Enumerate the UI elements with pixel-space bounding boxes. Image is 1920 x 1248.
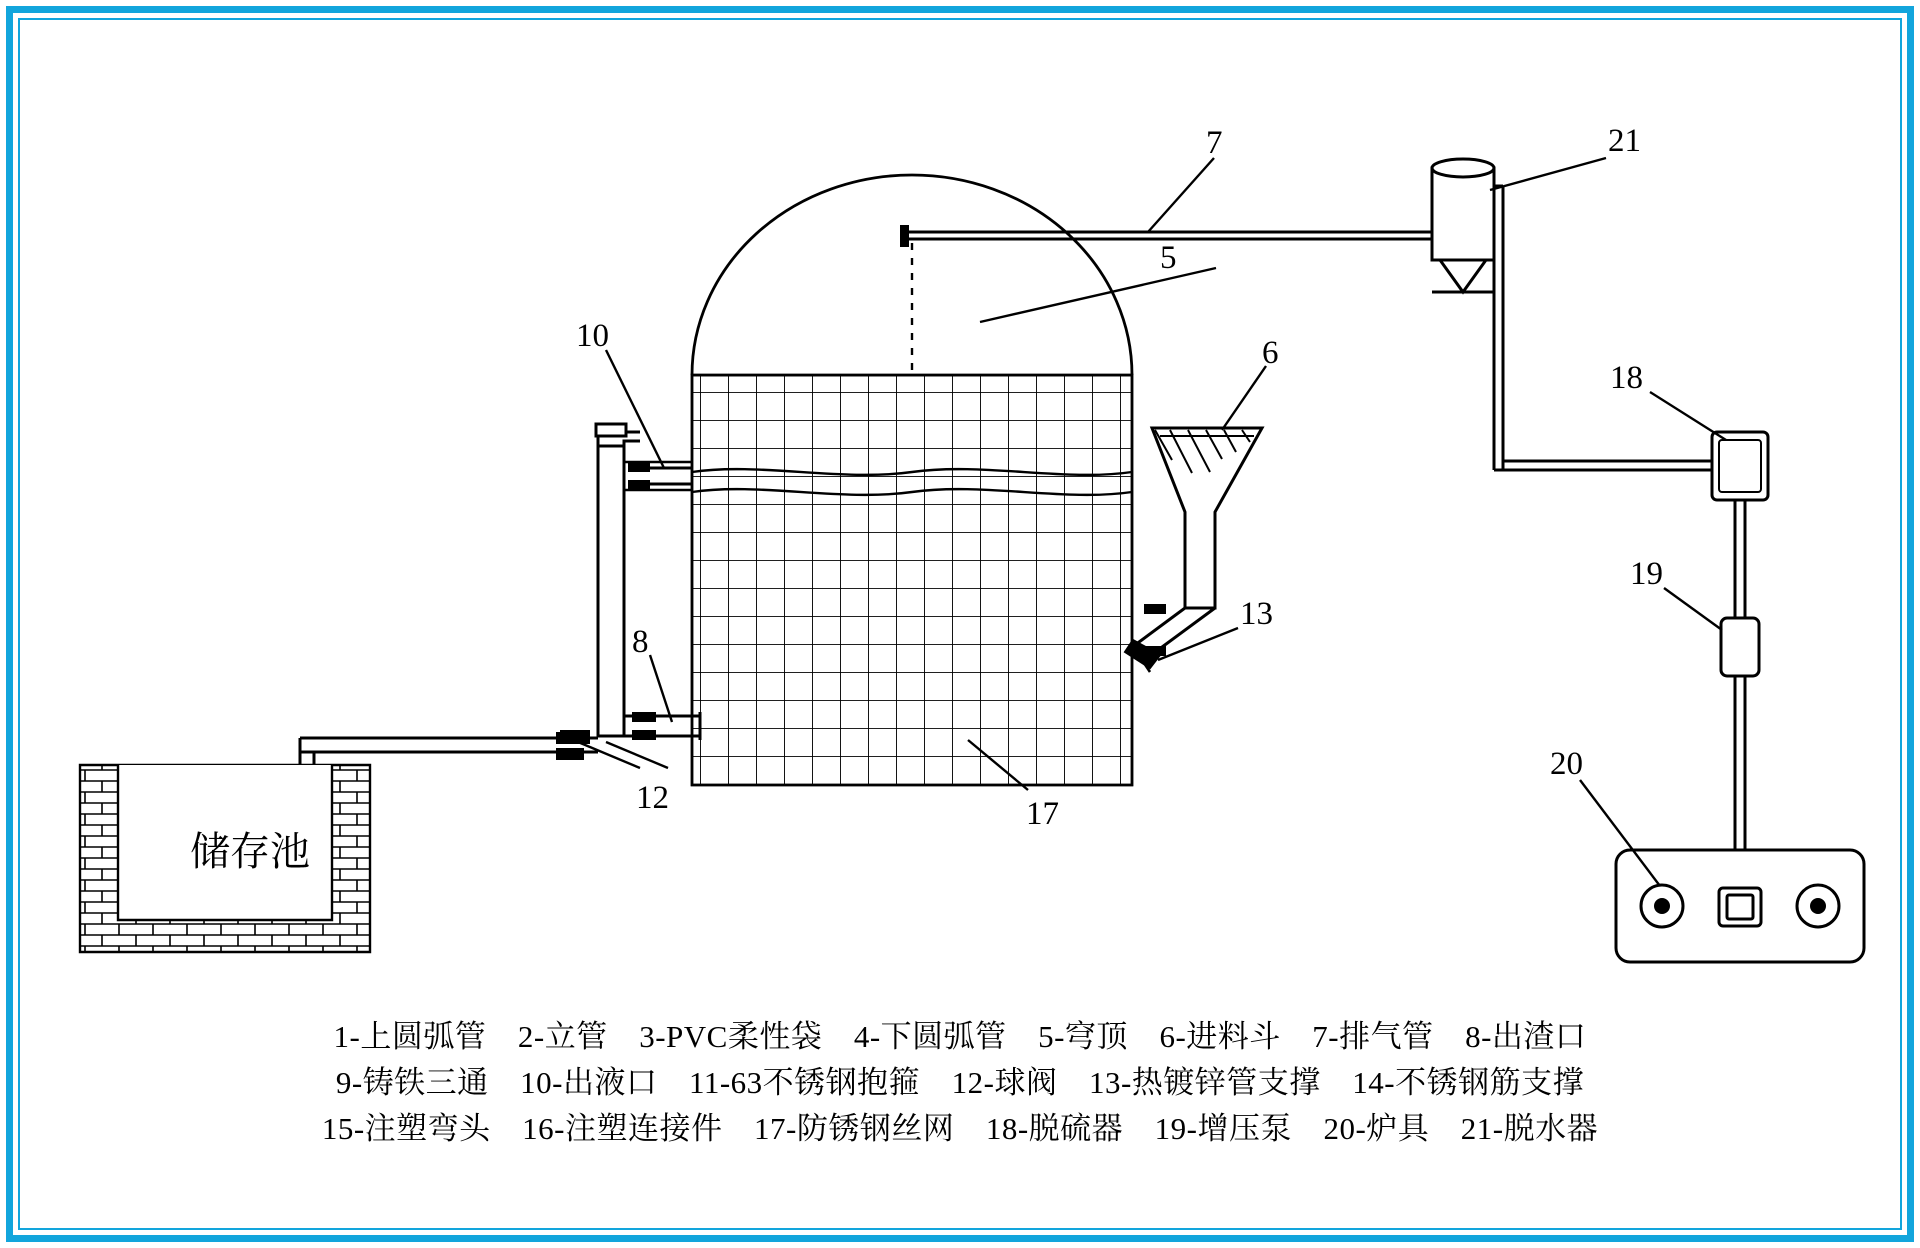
booster-pump-unit: [1721, 618, 1759, 676]
callout-17: 17: [1026, 796, 1059, 832]
callout-19: 19: [1630, 556, 1663, 592]
legend-block: [60, 1014, 1860, 1152]
callout-13: 13: [1240, 596, 1273, 632]
callout-5: 5: [1160, 240, 1177, 276]
callout-12: 12: [636, 780, 669, 816]
callout-8: 8: [632, 624, 649, 660]
storage-pool-label: 储存池: [190, 829, 310, 874]
callout-21: 21: [1608, 123, 1641, 159]
legend-line-2: 9-铸铁三通 10-出液口 11-63不锈钢抱箍 12-球阀 13-热镀锌管支撑 14-不锈钢筋支撑: [335, 1065, 1585, 1100]
left-outlet-piping: [300, 424, 700, 790]
callout-6: 6: [1262, 335, 1279, 371]
callout-18: 18: [1610, 360, 1643, 396]
legend-line-1: 1-上圆弧管 2-立管 3-PVC柔性袋 4-下圆弧管 5-穹顶 6-进料斗 7-排气管 8-出渣口: [333, 1019, 1587, 1054]
stove-unit: [1616, 850, 1864, 962]
legend-line-3: 15-注塑弯头 16-注塑连接件 17-防锈钢丝网 18-脱硫器 19-增压泵 20-炉具 21-脱水器: [321, 1111, 1599, 1146]
dome-cover: [692, 175, 1132, 375]
callout-10: 10: [576, 318, 609, 354]
digester-envelope: [692, 375, 1132, 785]
callout-20: 20: [1550, 746, 1583, 782]
callout-7: 7: [1206, 125, 1223, 161]
dehydrator-unit: [1432, 159, 1720, 470]
